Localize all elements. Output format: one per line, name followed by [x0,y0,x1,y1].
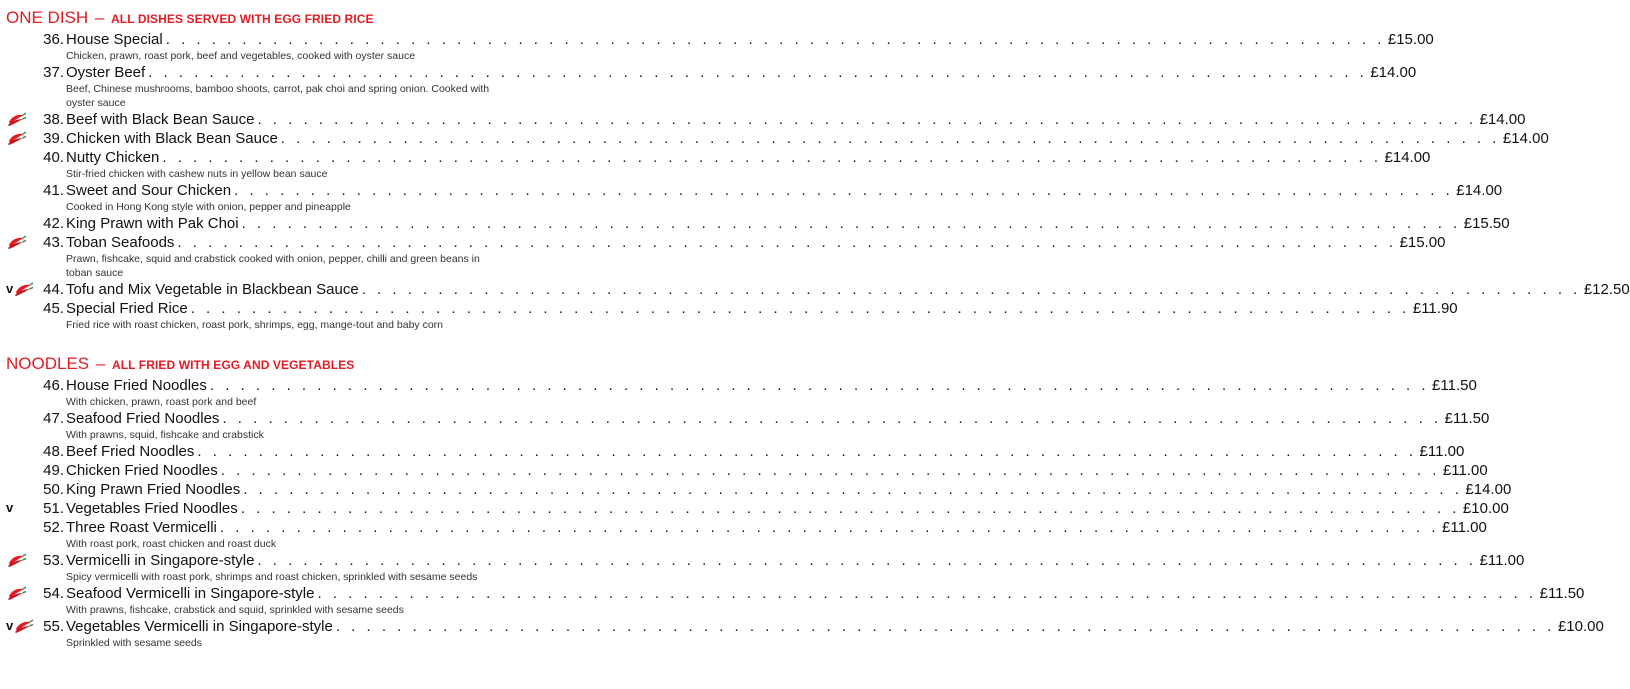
item-number: 48. [43,443,64,460]
menu-item-line [66,299,1458,318]
item-name: Three Roast Vermicelli [66,519,217,536]
dot-leader: . . . . . . . . . . . . . . . . . . . . . . . . . . . . . . . . . . . . . . . . . . . . . . . . . . . . . . . . . . . . . . . . . . . . . . . . . . . . . . . . [257,111,1477,128]
item-price: £12.50 [1583,281,1630,298]
dot-leader: . . . . . . . . . . . . . . . . . . . . . . . . . . . . . . . . . . . . . . . . . . . . . . . . . . . . . . . . . . . . . . . . . . . . . . . . . . . . . . . . [280,130,1500,147]
item-number: 42. [43,215,64,232]
menu-item-line [66,584,1585,603]
menu-item [6,461,1488,480]
menu-item [6,280,1630,299]
menu-item [6,299,1458,332]
section-title-sub: ALL DISHES SERVED WITH EGG FRIED RICE [111,12,374,26]
menu-item-line [66,110,1526,129]
item-description: With prawns, squid, fishcake and crabstick [66,429,264,441]
item-number: 47. [43,410,64,427]
item-number: 36. [43,31,64,48]
menu-item-line [66,499,1509,518]
vegetarian-icon: v [6,281,14,296]
dot-leader: . . . . . . . . . . . . . . . . . . . . . . . . . . . . . . . . . . . . . . . . . . . . . . . . . . . . . . . . . . . . . . . . . . . . . . . . . . . . . . . . [222,410,1442,427]
item-description: Sprinkled with sesame seeds [66,637,202,649]
item-description: Fried rice with roast chicken, roast pork, shrimps, egg, mange-tout and baby corn [66,319,444,331]
item-name: Oyster Beef [66,64,146,81]
dot-leader: . . . . . . . . . . . . . . . . . . . . . . . . . . . . . . . . . . . . . . . . . . . . . . . . . . . . . . . . . . . . . . . . . . . . . . . . . . . . . . . . [190,300,1410,317]
menu-item [6,551,1525,584]
item-number: 53. [43,552,64,569]
item-number: 43. [43,234,64,251]
section-title [6,348,507,376]
menu-item [6,499,1509,518]
item-price: £10.00 [1557,618,1604,635]
item-name: Vermicelli in Singapore-style [66,552,255,569]
item-price: £11.00 [1442,462,1488,479]
item-price: £15.00 [1399,234,1446,251]
item-number: 54. [43,585,64,602]
item-description: Cooked in Hong Kong style with onion, pepper and pineapple [66,201,351,213]
item-description: Beef, Chinese mushrooms, bamboo shoots, carrot, pak choi and spring onion. Cooked with oyster sauce [66,83,490,109]
menu-item [6,617,1604,650]
item-name: Vegetables Vermicelli in Singapore-style [66,618,333,635]
vegetarian-icon: v [6,618,14,633]
item-name: Vegetables Fried Noodles [66,500,238,517]
dot-leader: . . . . . . . . . . . . . . . . . . . . . . . . . . . . . . . . . . . . . . . . . . . . . . . . . . . . . . . . . . . . . . . . . . . . . . . . . . . . . . . . [240,500,1460,517]
menu-item [6,480,1512,499]
menu-item-line [66,30,1434,49]
item-description: Chicken, prawn, roast pork, beef and vegetables, cooked with oyster sauce [66,50,416,62]
item-name: Tofu and Mix Vegetable in Blackbean Sauce [66,281,359,298]
dot-leader: . . . . . . . . . . . . . . . . . . . . . . . . . . . . . . . . . . . . . . . . . . . . . . . . . . . . . . . . . . . . . . . . . . . . . . . . . . . . . . . . [165,31,1385,48]
menu-item [6,181,1503,214]
menu-item [6,30,1434,63]
section-title-main: NOODLES [6,354,90,373]
menu-item-line [66,617,1604,636]
item-number: 41. [43,182,64,199]
item-description: With roast pork, roast chicken and roast duck [66,538,277,550]
item-price: £11.50 [1444,410,1490,427]
menu-item-line [66,461,1488,480]
item-price: £11.50 [1432,377,1477,394]
item-name: Beef Fried Noodles [66,443,195,460]
item-number: 49. [43,462,64,479]
menu-item-list [6,30,1630,332]
menu-item [6,584,1585,617]
item-price: £14.00 [1370,64,1417,81]
item-name: Seafood Fried Noodles [66,410,220,427]
menu-item-line [66,233,1446,252]
menu-item-line [66,442,1465,461]
item-price: £11.00 [1479,552,1525,569]
item-description: Spicy vermicelli with roast pork, shrimps and roast chicken, sprinkled with sesame seeds [66,571,478,583]
item-number: 40. [43,149,64,166]
menu-item [6,233,1446,280]
menu-item-line [66,63,1417,82]
item-name: Beef with Black Bean Sauce [66,111,255,128]
dot-leader: . . . . . . . . . . . . . . . . . . . . . . . . . . . . . . . . . . . . . . . . . . . . . . . . . . . . . . . . . . . . . . . . . . . . . . . . . . . . . . . . [162,149,1382,166]
menu-item-line [66,409,1490,428]
item-price: £14.00 [1502,130,1549,147]
item-name: Chicken Fried Noodles [66,462,218,479]
menu-item [6,129,1549,148]
item-price: £11.90 [1412,300,1458,317]
item-name: Special Fried Rice [66,300,188,317]
item-number: 55. [43,618,64,635]
item-number: 37. [43,64,64,81]
section-gap [6,332,507,348]
dot-leader: . . . . . . . . . . . . . . . . . . . . . . . . . . . . . . . . . . . . . . . . . . . . . . . . . . . . . . . . . . . . . . . . . . . . . . . . . . . . . . . . [243,481,1463,498]
menu-item-line [66,480,1512,499]
item-name: House Special [66,31,163,48]
dot-leader: . . . . . . . . . . . . . . . . . . . . . . . . . . . . . . . . . . . . . . . . . . . . . . . . . . . . . . . . . . . . . . . . . . . . . . . . . . . . . . . . [257,552,1477,569]
item-number: 45. [43,300,64,317]
item-number: 51. [43,500,64,517]
item-number: 44. [43,281,64,298]
item-name: Toban Seafoods [66,234,175,251]
item-name: King Prawn Fried Noodles [66,481,241,498]
menu-item-line [66,518,1487,537]
item-price: £14.00 [1384,149,1431,166]
menu-item [6,110,1526,129]
menu-item [6,442,1465,461]
item-price: £14.00 [1456,182,1503,199]
item-name: Chicken with Black Bean Sauce [66,130,278,147]
item-price: £11.00 [1419,443,1465,460]
menu-item [6,518,1487,551]
dot-leader: . . . . . . . . . . . . . . . . . . . . . . . . . . . . . . . . . . . . . . . . . . . . . . . . . . . . . . . . . . . . . . . . . . . . . . . . . . . . . . . . [148,64,1368,81]
item-number: 38. [43,111,64,128]
section-title-dash: – [95,354,106,373]
menu-item-list [6,376,1604,650]
menu-item [6,376,1477,409]
dot-leader: . . . . . . . . . . . . . . . . . . . . . . . . . . . . . . . . . . . . . . . . . . . . . . . . . . . . . . . . . . . . . . . . . . . . . . . . . . . . . . . . [241,215,1461,232]
item-description: With prawns, fishcake, crabstick and squid, sprinkled with sesame seeds [66,604,404,616]
menu-item-line [66,129,1549,148]
dot-leader: . . . . . . . . . . . . . . . . . . . . . . . . . . . . . . . . . . . . . . . . . . . . . . . . . . . . . . . . . . . . . . . . . . . . . . . . . . . . . . . . [197,443,1417,460]
item-price: £11.50 [1539,585,1585,602]
section-title-main: ONE DISH [6,8,89,27]
item-number: 39. [43,130,64,147]
dot-leader: . . . . . . . . . . . . . . . . . . . . . . . . . . . . . . . . . . . . . . . . . . . . . . . . . . . . . . . . . . . . . . . . . . . . . . . . . . . . . . . . [234,182,1454,199]
item-number: 46. [43,377,64,394]
menu-item-line [66,280,1630,299]
section-title-sub: ALL FRIED WITH EGG AND VEGETABLES [111,358,355,372]
dot-leader: . . . . . . . . . . . . . . . . . . . . . . . . . . . . . . . . . . . . . . . . . . . . . . . . . . . . . . . . . . . . . . . . . . . . . . . . . . . . . . . . [219,519,1440,536]
menu-item [6,214,1510,233]
item-price: £15.00 [1387,31,1434,48]
menu-item-line [66,148,1431,167]
item-price: £14.00 [1465,481,1512,498]
menu-item [6,63,1417,110]
item-price: £14.00 [1479,111,1526,128]
item-name: Nutty Chicken [66,149,160,166]
menu-item-line [66,376,1477,395]
item-name: Sweet and Sour Chicken [66,182,232,199]
menu-item-line [66,214,1510,233]
menu-sections [6,2,1630,650]
menu-item [6,409,1490,442]
item-name: Seafood Vermicelli in Singapore-style [66,585,315,602]
menu-item [6,148,1431,181]
item-number: 52. [43,519,64,536]
dot-leader: . . . . . . . . . . . . . . . . . . . . . . . . . . . . . . . . . . . . . . . . . . . . . . . . . . . . . . . . . . . . . . . . . . . . . . . . . . . . . . . . [220,462,1440,479]
dot-leader: . . . . . . . . . . . . . . . . . . . . . . . . . . . . . . . . . . . . . . . . . . . . . . . . . . . . . . . . . . . . . . . . . . . . . . . . . . . . . . . . [209,377,1430,394]
dot-leader: . . . . . . . . . . . . . . . . . . . . . . . . . . . . . . . . . . . . . . . . . . . . . . . . . . . . . . . . . . . . . . . . . . . . . . . . . . . . . . . . [361,281,1581,298]
vegetarian-icon: v [6,500,14,515]
menu-item-line [66,181,1503,200]
item-name: King Prawn with Pak Choi [66,215,239,232]
item-number: 50. [43,481,64,498]
item-price: £10.00 [1462,500,1509,517]
section-title-dash: – [94,8,105,27]
item-price: £11.00 [1442,519,1487,536]
item-name: House Fried Noodles [66,377,207,394]
item-price: £15.50 [1463,215,1510,232]
dot-leader: . . . . . . . . . . . . . . . . . . . . . . . . . . . . . . . . . . . . . . . . . . . . . . . . . . . . . . . . . . . . . . . . . . . . . . . . . . . . . . . . [335,618,1555,635]
menu-item-line [66,551,1525,570]
section-title [6,2,507,30]
item-description: Stir-fried chicken with cashew nuts in yellow bean sauce [66,168,328,180]
dot-leader: . . . . . . . . . . . . . . . . . . . . . . . . . . . . . . . . . . . . . . . . . . . . . . . . . . . . . . . . . . . . . . . . . . . . . . . . . . . . . . . . [317,585,1537,602]
dot-leader: . . . . . . . . . . . . . . . . . . . . . . . . . . . . . . . . . . . . . . . . . . . . . . . . . . . . . . . . . . . . . . . . . . . . . . . . . . . . . . . . [177,234,1397,251]
item-description: Prawn, fishcake, squid and crabstick cooked with onion, pepper, chilli and green beans in toban sauce [66,253,480,279]
item-description: With chicken, prawn, roast pork and beef [66,396,257,408]
